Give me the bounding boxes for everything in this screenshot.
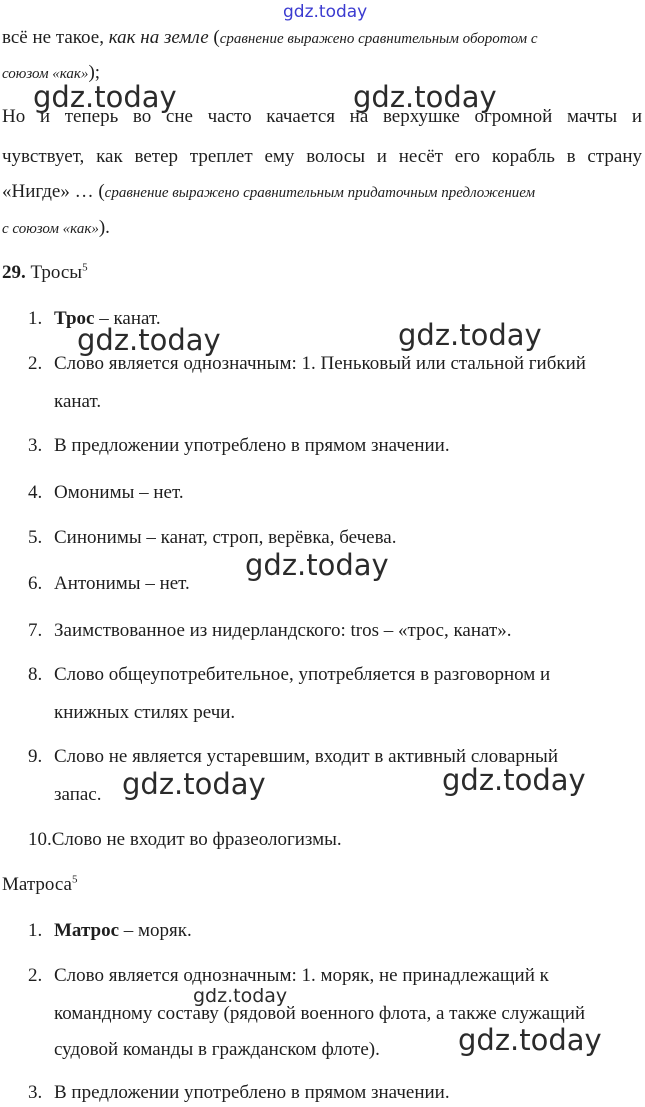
list-item xyxy=(28,481,184,505)
intro-line-3: Но и теперь во сне часто качается на верхушке огромной мачты и xyxy=(2,106,642,127)
footnote-mark: 5 xyxy=(82,261,88,274)
intro-text-5: «Нигде» … ( xyxy=(2,181,105,202)
watermark: gdz.today xyxy=(245,548,389,582)
item-text: Слово является однозначным: 1. моряк, не принадлежащий к xyxy=(54,965,549,986)
list-item xyxy=(28,919,192,943)
item-term: Трос xyxy=(54,308,95,329)
item-continuation: книжных стилях речи. xyxy=(54,702,236,723)
item-number: 6. xyxy=(28,573,43,594)
intro-text: всё не такое, xyxy=(2,27,104,48)
item-continuation: запас. xyxy=(54,784,102,805)
item-text: Слово не является устаревшим, входит в активный словарный xyxy=(54,746,558,767)
watermark: gdz.today xyxy=(193,985,288,1007)
footnote-mark: 5 xyxy=(71,873,78,886)
item-text: В предложении употреблено в прямом значении. xyxy=(54,435,450,456)
intro-note-5: сравнение выражено сравнительным придаточным предложением xyxy=(104,185,536,201)
watermark: gdz.today xyxy=(122,767,266,801)
item-number: 3. xyxy=(28,435,43,456)
watermark: gdz.today xyxy=(458,1023,602,1057)
item-continuation: судовой команды в гражданском флоте). xyxy=(54,1039,380,1060)
item-text: В предложении употреблено в прямом значении. xyxy=(54,1082,450,1103)
intro-line-4: чувствует, как ветер треплет ему волосы и несёт его корабль в страну xyxy=(2,146,642,167)
list-item xyxy=(28,828,342,852)
item-text: Слово не входит во фразеологизмы. xyxy=(51,829,342,850)
intro-line-6 xyxy=(2,216,110,241)
item-term: Матрос xyxy=(54,920,120,941)
intro-paren: ( xyxy=(213,27,220,48)
list-item xyxy=(28,964,644,988)
section-29-heading xyxy=(2,261,88,285)
watermark: gdz.today xyxy=(77,323,221,357)
watermark: gdz.today xyxy=(33,80,177,114)
watermark: gdz.today xyxy=(283,2,368,22)
list-item xyxy=(28,619,512,643)
item-text: Заимствованное из нидерландского: tros – «трос, канат». xyxy=(54,620,512,641)
item-number: 10. xyxy=(28,829,52,850)
item-number: 8. xyxy=(28,664,43,685)
item-number: 5. xyxy=(28,527,43,548)
intro-note: сравнение выражено сравнительным оборотом с xyxy=(219,31,538,47)
item-number: 2. xyxy=(28,353,43,374)
watermark: gdz.today xyxy=(398,318,542,352)
intro-end: ); xyxy=(88,62,101,83)
item-text: Слово является однозначным: 1. Пеньковый или стальной гибкий xyxy=(54,353,586,374)
intro-line-5 xyxy=(2,180,535,205)
intro-end-6: ). xyxy=(98,217,110,238)
item-number: 9. xyxy=(28,746,43,767)
item-number: 3. xyxy=(28,1082,43,1103)
item-text: Синонимы – канат, строп, верёвка, бечева. xyxy=(54,527,397,548)
item-number: 1. xyxy=(28,308,43,329)
list-item xyxy=(28,663,644,687)
item-text: Антонимы – нет. xyxy=(54,573,190,594)
section-word: Матроса xyxy=(2,874,72,895)
section-matrosa-heading xyxy=(2,873,77,897)
watermark: gdz.today xyxy=(442,763,586,797)
list-item xyxy=(28,526,396,550)
item-text: Слово общеупотребительное, употребляется в разговорном и xyxy=(54,664,551,685)
list-item xyxy=(28,434,450,458)
item-number: 1. xyxy=(28,920,43,941)
list-item xyxy=(28,572,190,596)
item-text: – моряк. xyxy=(119,920,192,941)
item-number: 7. xyxy=(28,620,43,641)
intro-italic: как на земле xyxy=(108,27,209,48)
section-number: 29. xyxy=(2,262,26,283)
item-number: 4. xyxy=(28,482,43,503)
item-number: 2. xyxy=(28,965,43,986)
item-text: Омонимы – нет. xyxy=(54,482,184,503)
list-item xyxy=(28,1081,450,1105)
intro-note-6: с союзом «как» xyxy=(2,221,99,237)
intro-line-1 xyxy=(2,26,538,51)
intro-note-2: союзом «как» xyxy=(2,66,89,82)
item-continuation: канат. xyxy=(54,391,102,412)
section-word: Тросы xyxy=(30,262,83,283)
item-text: – канат. xyxy=(94,308,161,329)
watermark: gdz.today xyxy=(353,80,497,114)
item-continuation: командному составу (рядовой военного флота, а также служащий xyxy=(54,1003,586,1024)
